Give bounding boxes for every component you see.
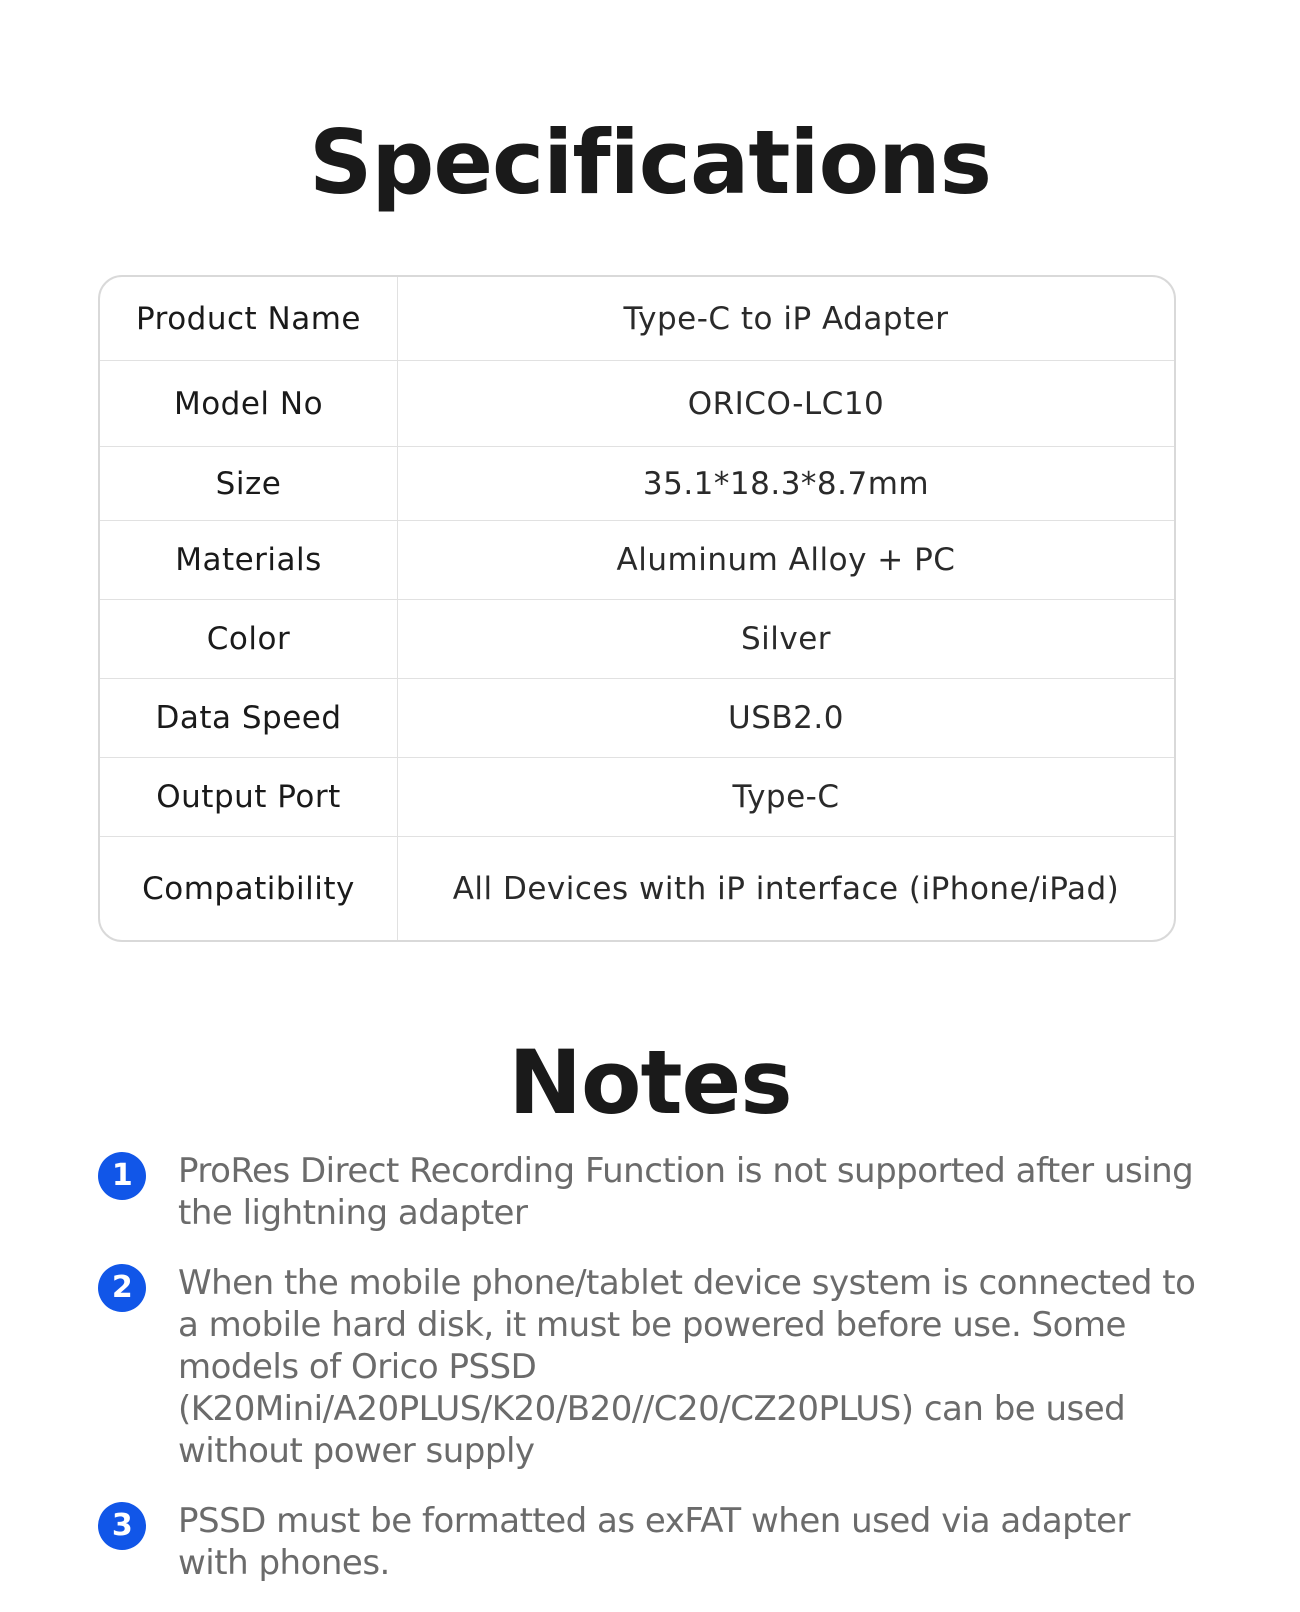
spec-label: Color: [100, 600, 398, 678]
table-row-compatibility: [100, 837, 1174, 940]
notes-title: Notes: [508, 1031, 792, 1134]
table-row-product-name: [100, 277, 1174, 361]
list-item: [98, 1150, 1198, 1234]
table-row-materials: [100, 521, 1174, 600]
number-badge-icon: 1: [98, 1152, 146, 1200]
spec-label: Compatibility: [100, 837, 398, 940]
spec-value: Aluminum Alloy + PC: [616, 542, 956, 578]
spec-value: ORICO-LC10: [687, 385, 885, 422]
table-row-model-no: [100, 361, 1174, 447]
note-text: When the mobile phone/tablet device system is connected to a mobile hard disk, it must be powered before use. Some models of Orico PSSD (K20Mini/A20PLUS/K20/B20//C20/CZ20PLUS) can be used without power supply: [178, 1263, 1196, 1471]
spec-value: Type-C to iP Adapter: [623, 300, 949, 337]
spec-label: Output Port: [100, 758, 398, 836]
number-badge-icon: 2: [98, 1264, 146, 1312]
notes-list: [98, 1150, 1198, 1612]
spec-value: 35.1*18.3*8.7mm: [642, 465, 930, 502]
note-text: PSSD must be formatted as exFAT when used via adapter with phones.: [178, 1501, 1130, 1583]
spec-value: USB2.0: [728, 700, 844, 736]
list-item: [98, 1500, 1198, 1584]
spec-value: All Devices with iP interface (iPhone/iPad): [452, 870, 1120, 907]
spec-label: Model No: [100, 361, 398, 446]
spec-label: Materials: [100, 521, 398, 599]
table-row-color: [100, 600, 1174, 679]
note-text: ProRes Direct Recording Function is not supported after using the lightning adapter: [178, 1151, 1194, 1233]
specifications-title: Specifications: [308, 111, 992, 214]
number-badge-icon: 3: [98, 1502, 146, 1550]
spec-value: Silver: [740, 621, 832, 657]
list-item: [98, 1262, 1198, 1472]
table-row-data-speed: [100, 679, 1174, 758]
specifications-table: [98, 275, 1176, 942]
table-row-size: [100, 447, 1174, 521]
spec-value: Type-C: [732, 779, 840, 815]
spec-label: Size: [100, 447, 398, 520]
spec-label: Data Speed: [100, 679, 398, 757]
spec-label: Product Name: [100, 277, 398, 360]
table-row-output-port: [100, 758, 1174, 837]
